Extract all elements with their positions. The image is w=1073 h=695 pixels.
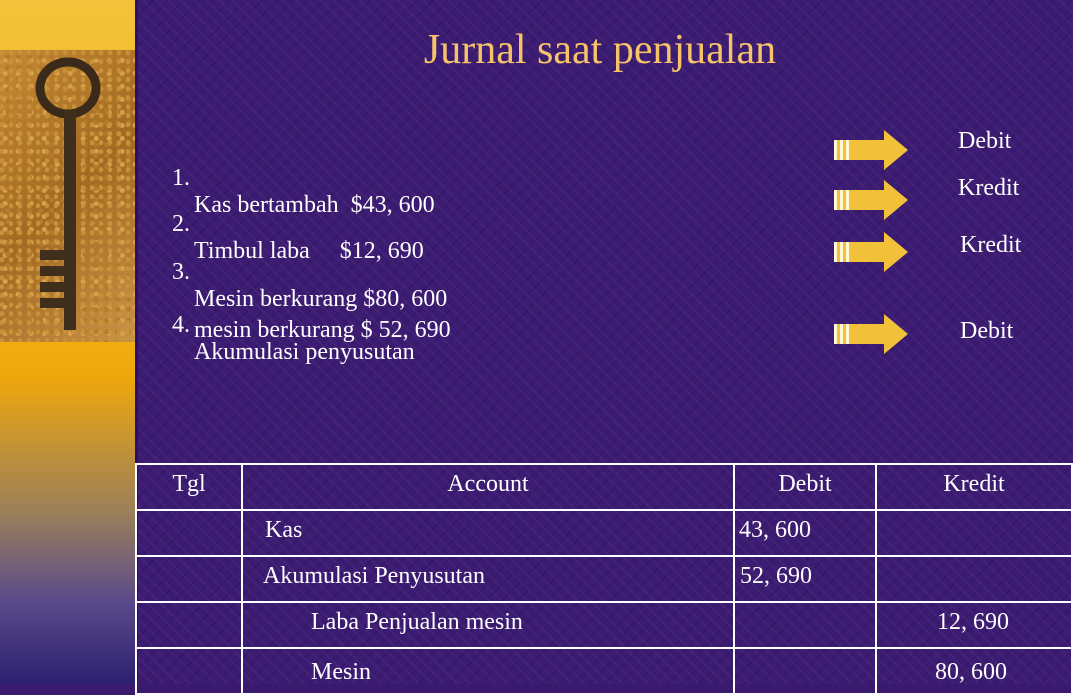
right-arrow-icon — [834, 130, 908, 170]
item-2-text: Timbul laba $12, 690 — [194, 238, 424, 264]
journal-table — [135, 463, 1073, 695]
cell-account: Akumulasi Penyusutan — [242, 556, 734, 602]
header-kredit: Kredit — [876, 464, 1072, 510]
cell-tgl — [136, 648, 242, 694]
table-row — [136, 510, 1072, 556]
slide-title: Jurnal saat penjualan — [423, 27, 777, 73]
cell-account: Mesin — [242, 648, 734, 694]
item-3-text: Mesin berkurang $80, 600 — [194, 286, 448, 312]
right-arrow-icon — [834, 180, 908, 220]
item-4-number: 4. — [172, 312, 190, 338]
header-debit: Debit — [734, 464, 876, 510]
cell-kredit: 12, 690 — [876, 602, 1072, 648]
label-kredit-2: Kredit — [958, 175, 1020, 201]
item-4-text-line2: mesin berkurang $ 52, 690 — [194, 317, 451, 343]
label-debit-1: Debit — [958, 128, 1012, 154]
table-row — [136, 602, 1072, 648]
item-1-text: Kas bertambah $43, 600 — [194, 192, 435, 218]
item-3-number: 3. — [172, 259, 190, 285]
cell-tgl — [136, 556, 242, 602]
cell-debit — [734, 602, 876, 648]
right-arrow-icon — [834, 232, 908, 272]
cell-kredit — [876, 510, 1072, 556]
item-4-text: Akumulasi penyusutan — [194, 339, 415, 365]
cell-account: Kas — [242, 510, 734, 556]
cell-kredit: 80, 600 — [876, 648, 1072, 694]
cell-tgl — [136, 602, 242, 648]
cell-kredit — [876, 556, 1072, 602]
header-account: Account — [242, 464, 734, 510]
table-header-row — [136, 464, 1072, 510]
label-kredit-3: Kredit — [960, 232, 1022, 258]
table-row — [136, 556, 1072, 602]
item-2-number: 2. — [172, 211, 190, 237]
header-tgl: Tgl — [136, 464, 242, 510]
right-arrow-icon — [834, 314, 908, 354]
key-image — [0, 50, 135, 342]
cell-debit: 43, 600 — [734, 510, 876, 556]
cell-debit: 52, 690 — [734, 556, 876, 602]
cell-account: Laba Penjualan mesin — [242, 602, 734, 648]
table-row — [136, 648, 1072, 694]
cell-tgl — [136, 510, 242, 556]
label-debit-4: Debit — [960, 318, 1014, 344]
cell-debit — [734, 648, 876, 694]
item-1-number: 1. — [172, 165, 190, 191]
